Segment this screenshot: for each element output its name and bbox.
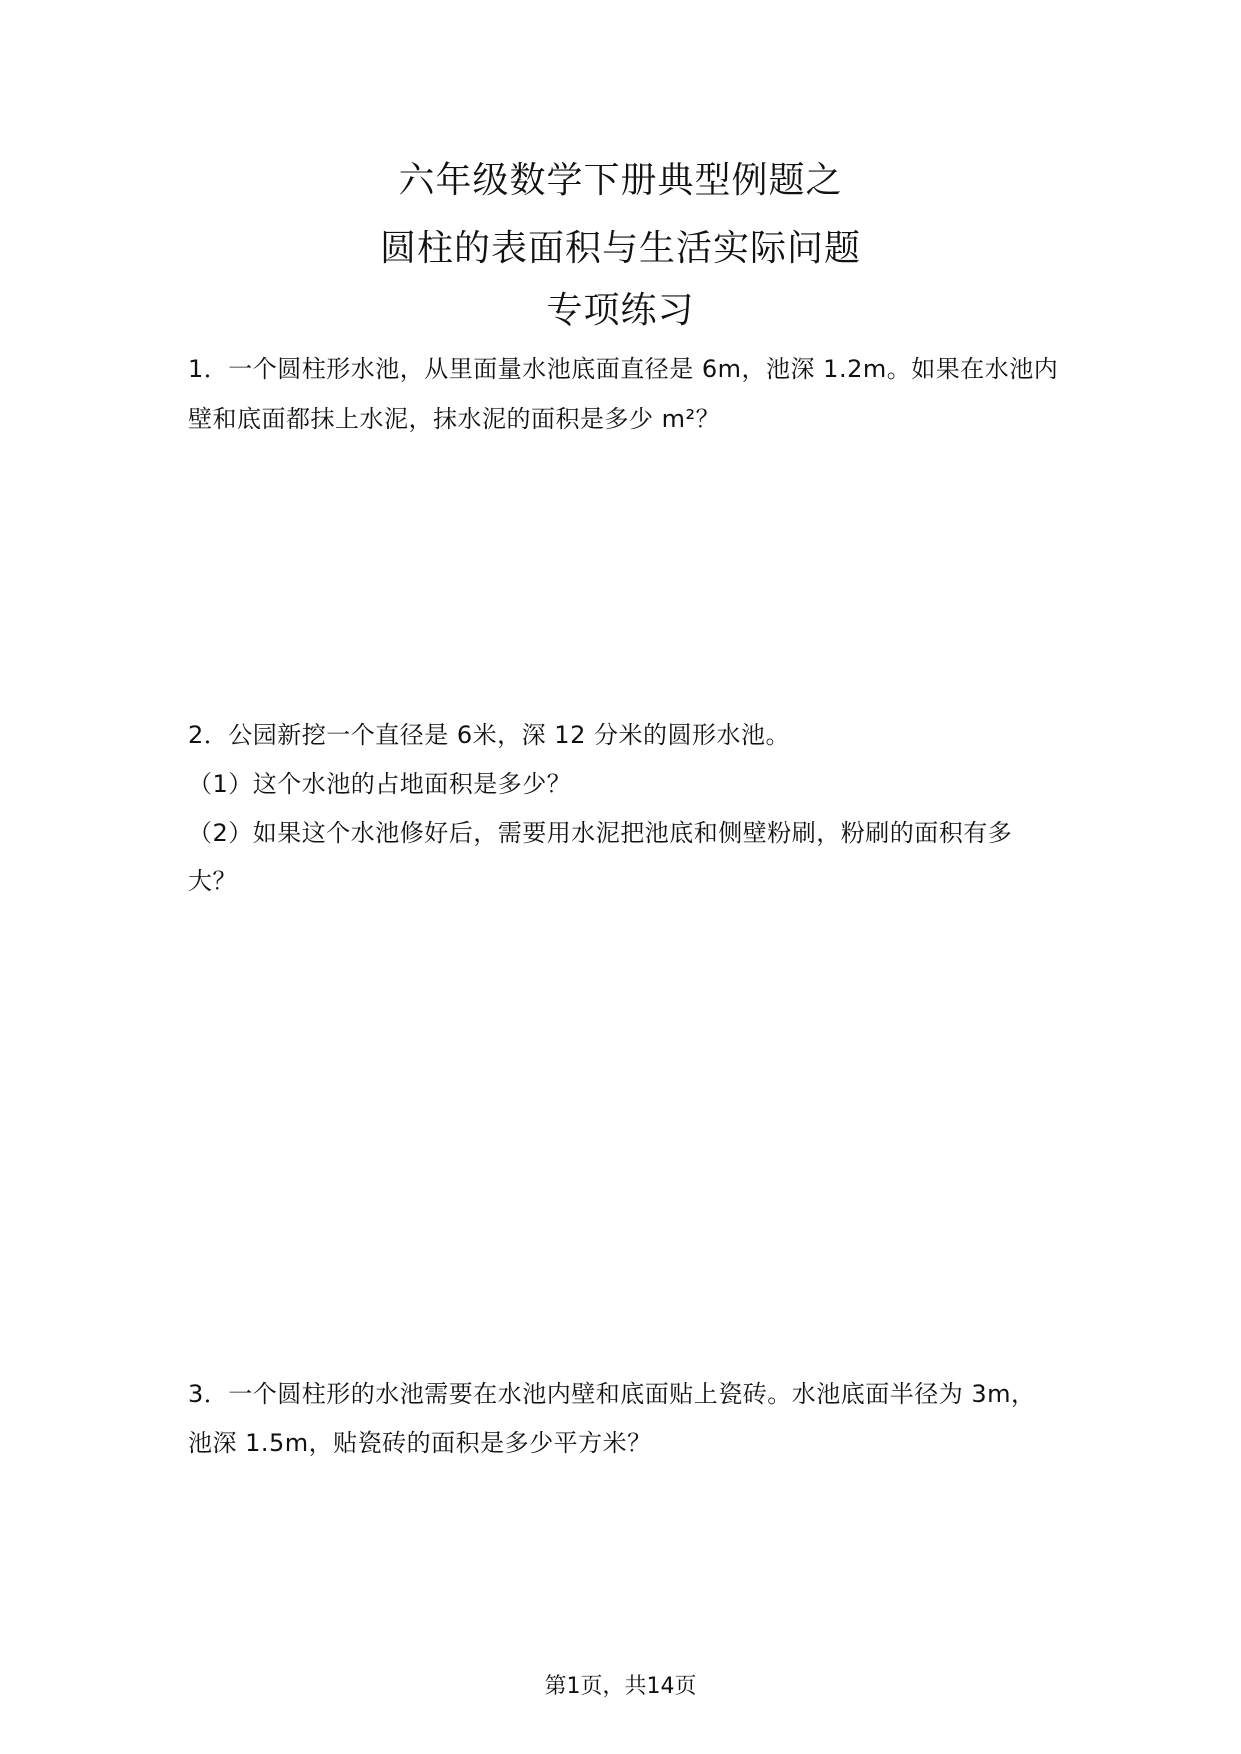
question-2-sub-2: （2）如果这个水池修好后，需要用水泥把池底和侧壁粉刷，粉刷的面积有多: [188, 819, 1013, 847]
title-line-2: 圆柱的表面积与生活实际问题: [379, 228, 861, 269]
page-number-footer: 第1页，共14页: [544, 1674, 697, 1699]
title-line-1: 六年级数学下册典型例题之: [398, 160, 843, 201]
title-line-3: 专项练习: [546, 290, 695, 331]
question-3-line-2: 池深 1.5m，贴瓷砖的面积是多少平方米？: [188, 1429, 652, 1457]
question-2-sub-2-cont: 大？: [188, 867, 237, 895]
question-1-line-2: 壁和底面都抹上水泥，抹水泥的面积是多少 m²？: [188, 405, 721, 433]
question-1-line-1: 1．一个圆柱形水池，从里面量水池底面直径是 6m，池深 1.2m。如果在水池内: [188, 355, 1059, 383]
question-2-sub-1: （1）这个水池的占地面积是多少？: [188, 770, 572, 798]
question-2-line-1: 2．公园新挖一个直径是 6米，深 12 分米的圆形水池。: [188, 721, 790, 749]
question-3-line-1: 3．一个圆柱形的水池需要在水池内壁和底面贴上瓷砖。水池底面半径为 3m，: [188, 1380, 1036, 1408]
